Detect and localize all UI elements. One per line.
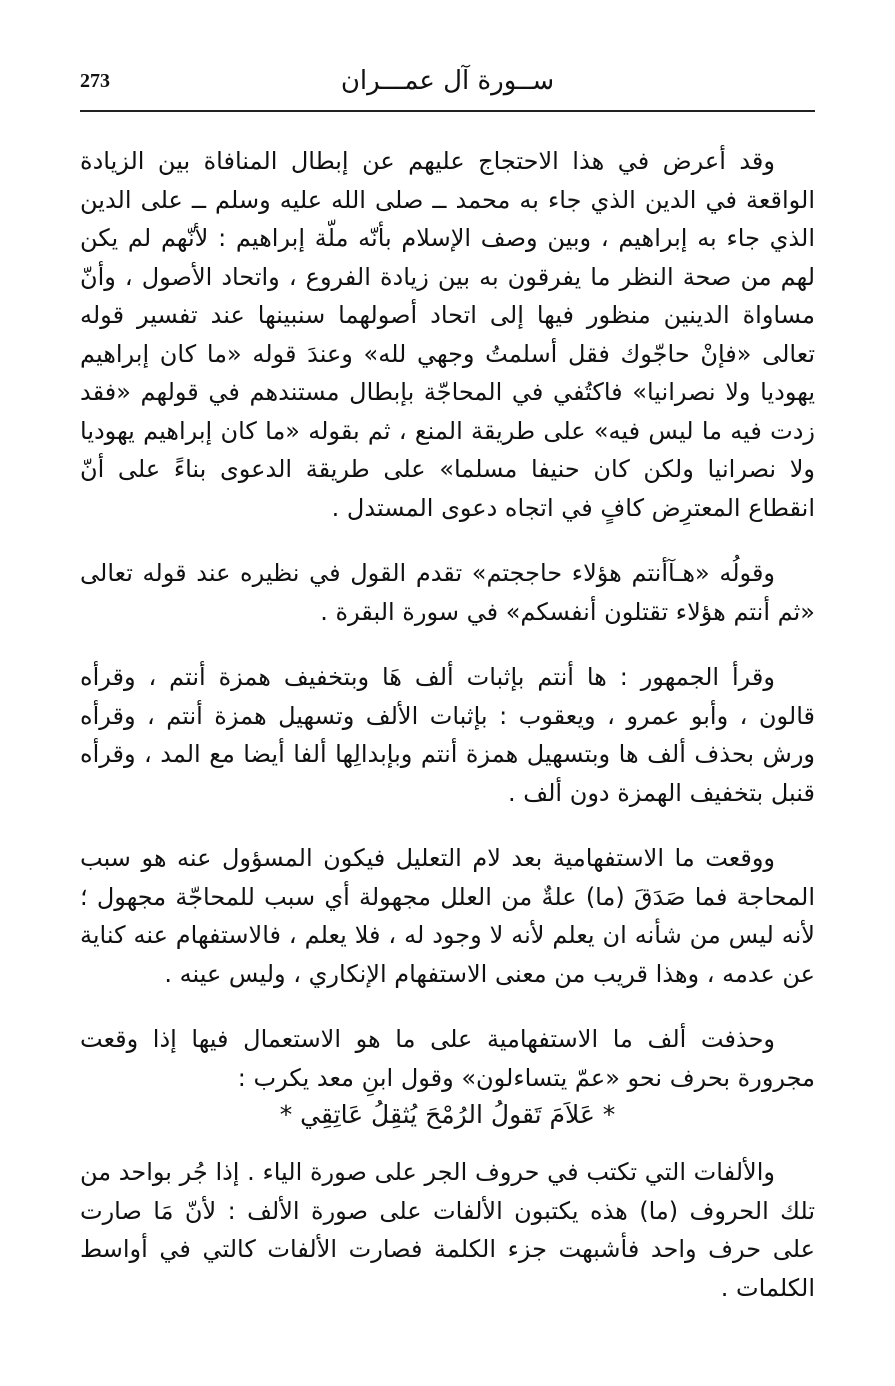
paragraph-4: ووقعت ما الاستفهامية بعد لام التعليل فيكون المسؤول عنه هو سبب المحاجة فما صَدَقَ (ما) علةٌ من العلل مجهولة أي سبب للمحاجّة مجهول ؛ لأنه ليس من شأنه ان يعلم لأنه لا وجود له ، فلا يعلم ، فالاستفهام عنه كناية عن عدمه ، وهذا قريب من معنى الاستفهام الإنكاري ، وليس عينه . [80, 844, 815, 988]
poetry-verse: * عَلاَمَ تَقولُ الرُمْحَ يُثقِلُ عَاتِقِي * [279, 1100, 616, 1129]
header-rule [80, 110, 815, 112]
paragraph-5: وحذفت ألف ما الاستفهامية على ما هو الاستعمال فيها إذا وقعت مجرورة بحرف نحو «عمّ يتساءلون» وقول ابنِ معد يكرب : [80, 1025, 815, 1092]
page-number: 273 [80, 70, 110, 92]
paragraph-6: والألفات التي تكتب في حروف الجر على صورة الياء . إذا جُر بواحد من تلك الحروف (ما) هذه يكتبون الألفات على صورة الألف : لأنّ مَا صارت على حرف واحد فأشبهت جزء الكلمة فصارت الألفات كالتي في أواسط الكلمات . [80, 1158, 815, 1302]
paragraph-1: وقد أعرض في هذا الاحتجاج عليهم عن إبطال المنافاة بين الزيادة الواقعة في الدين الذي جاء به محمد ــ صلى الله عليه وسلم ــ على الدين الذي جاء به إبراهيم ، وبين وصف الإسلام بأنّه ملّة إبراهيم : لأنّهم لم يكن لهم من صحة النظر ما يفرقون به بين زيادة الفروع ، واتحاد الأصول ، وأنّ مساواة الدينين منظور فيها إلى اتحاد أصولهما سنبينها عند تفسير قوله تعالى «فإنْ حاجّوك فقل أسلمتُ وجهي لله» وعندَ قوله «ما كان إبراهيم يهوديا ولا نصرانيا» فاكتُفي في المحاجّة بإبطال مستندهم في قولهم «فقد زدت فيه ما ليس فيه» على طريقة المنع ، ثم بقوله «ما كان إبراهيم يهوديا ولا نصرانيا ولكن كان حنيفا مسلما» على طريقة الدعوى بناءً على أنّ انقطاع المعترِض كافٍ في اتجاه دعوى المستدل . [80, 147, 815, 522]
paragraph-2: وقولُه «هـآأنتم هؤلاء حاججتم» تقدم القول في نظيره عند قوله تعالى «ثم أنتم هؤلاء تقتلون أنفسكم» في سورة البقرة . [80, 559, 815, 626]
page-header [80, 58, 815, 108]
paragraph-3: وقرأ الجمهور : ها أنتم بإثبات ألف هَا وبتخفيف همزة أنتم ، وقرأه قالون ، وأبو عمرو ، ويعقوب : بإثبات الألف وتسهيل همزة أنتم ، وقرأه ورش بحذف ألف ها وبتسهيل همزة أنتم وبإبدالِها ألفا أيضا مع المد ، وقرأه قنبل بتخفيف الهمزة دون ألف . [80, 663, 815, 807]
body-text [80, 142, 815, 1334]
running-title: ســورة آل عمـــران [340, 66, 555, 96]
